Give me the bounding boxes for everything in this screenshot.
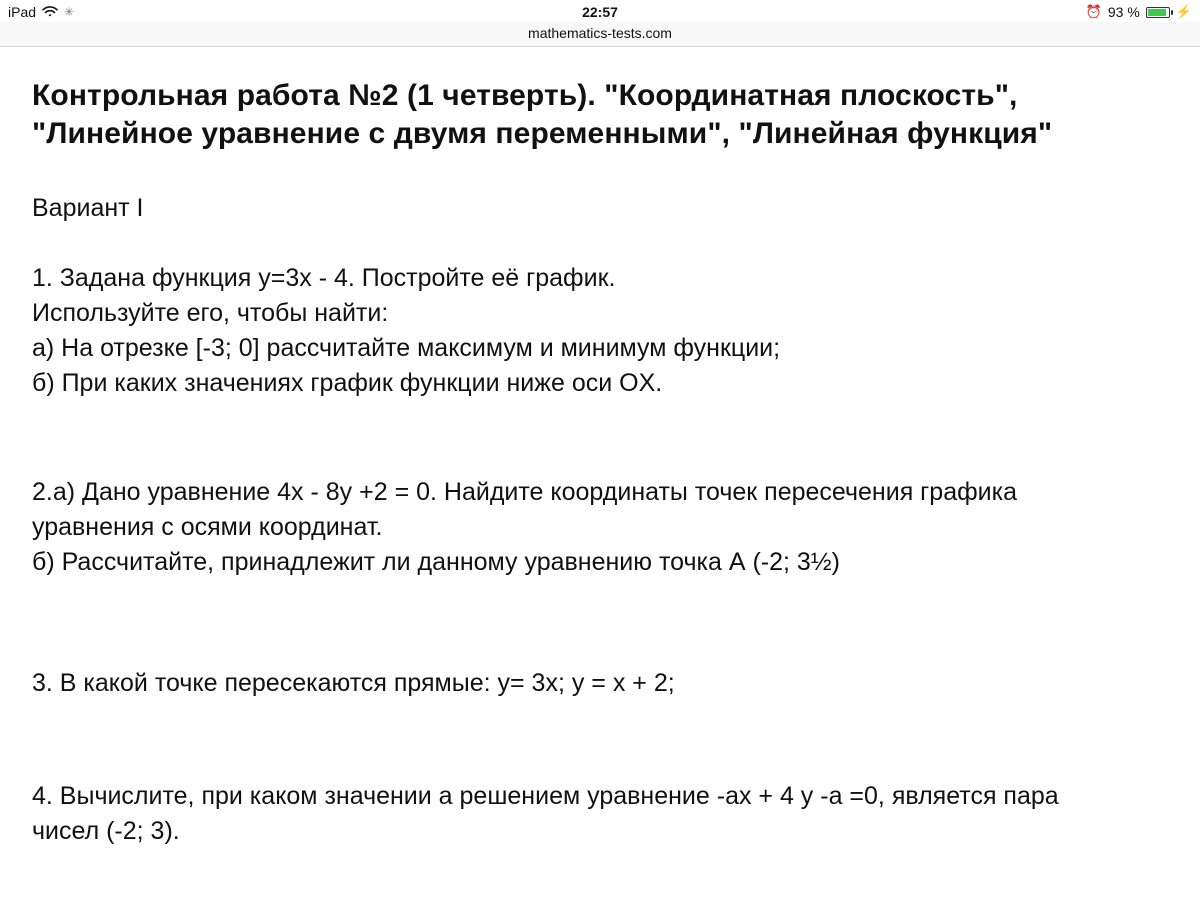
question-line: 2.а) Дано уравнение 4х - 8у +2 = 0. Найдите координаты точек пересечения графика <box>32 478 1018 506</box>
variant-label: Вариант I <box>32 194 144 222</box>
battery-fill <box>1148 9 1166 16</box>
battery-cap <box>1171 10 1173 15</box>
page-content <box>32 77 1182 849</box>
question-line: Используйте его, чтобы найти: <box>32 299 389 327</box>
question-line: б) При каких значениях график функции ниже оси OX. <box>32 369 663 397</box>
address-bar[interactable]: mathematics-tests.com <box>0 22 1200 47</box>
alarm-icon: ⏰ <box>1085 4 1102 19</box>
battery-icon <box>1146 7 1170 18</box>
status-right <box>1086 4 1192 20</box>
page-title <box>32 77 1152 153</box>
question-3 <box>32 666 1182 701</box>
question-line: чисел (-2; 3). <box>32 817 180 845</box>
loading-icon: ✳ <box>64 5 75 19</box>
question-line: уравнения с осями координат. <box>32 513 383 541</box>
charging-icon: ⚡ <box>1175 4 1192 19</box>
status-bar <box>0 0 1200 24</box>
title-line-2: "Линейное уравнение с двумя переменными", "Линейная функция" <box>32 117 1053 150</box>
device-label: iPad <box>8 4 37 20</box>
question-2 <box>32 475 1182 580</box>
question-line: а) На отрезке [-3; 0] рассчитайте максимум и минимум функции; <box>32 334 781 362</box>
question-line: 3. В какой точке пересекаются прямые: у= 3х; у = х + 2; <box>32 669 675 697</box>
question-line: б) Рассчитайте, принадлежит ли данному уравнению точка А (-2; 3½) <box>32 548 840 576</box>
clock: 22:57 <box>582 4 618 20</box>
question-4 <box>32 779 1182 849</box>
title-line-1: Контрольная работа №2 (1 четверть). "Координатная плоскость", <box>32 79 1018 112</box>
question-line: 4. Вычислите, при каком значении а решением уравнение -ах + 4 у -а =0, является пара <box>32 782 1059 810</box>
question-1 <box>32 261 1182 401</box>
question-line: 1. Задана функция y=3x - 4. Постройте её график. <box>32 264 616 292</box>
battery-percent: 93 % <box>1107 4 1140 20</box>
